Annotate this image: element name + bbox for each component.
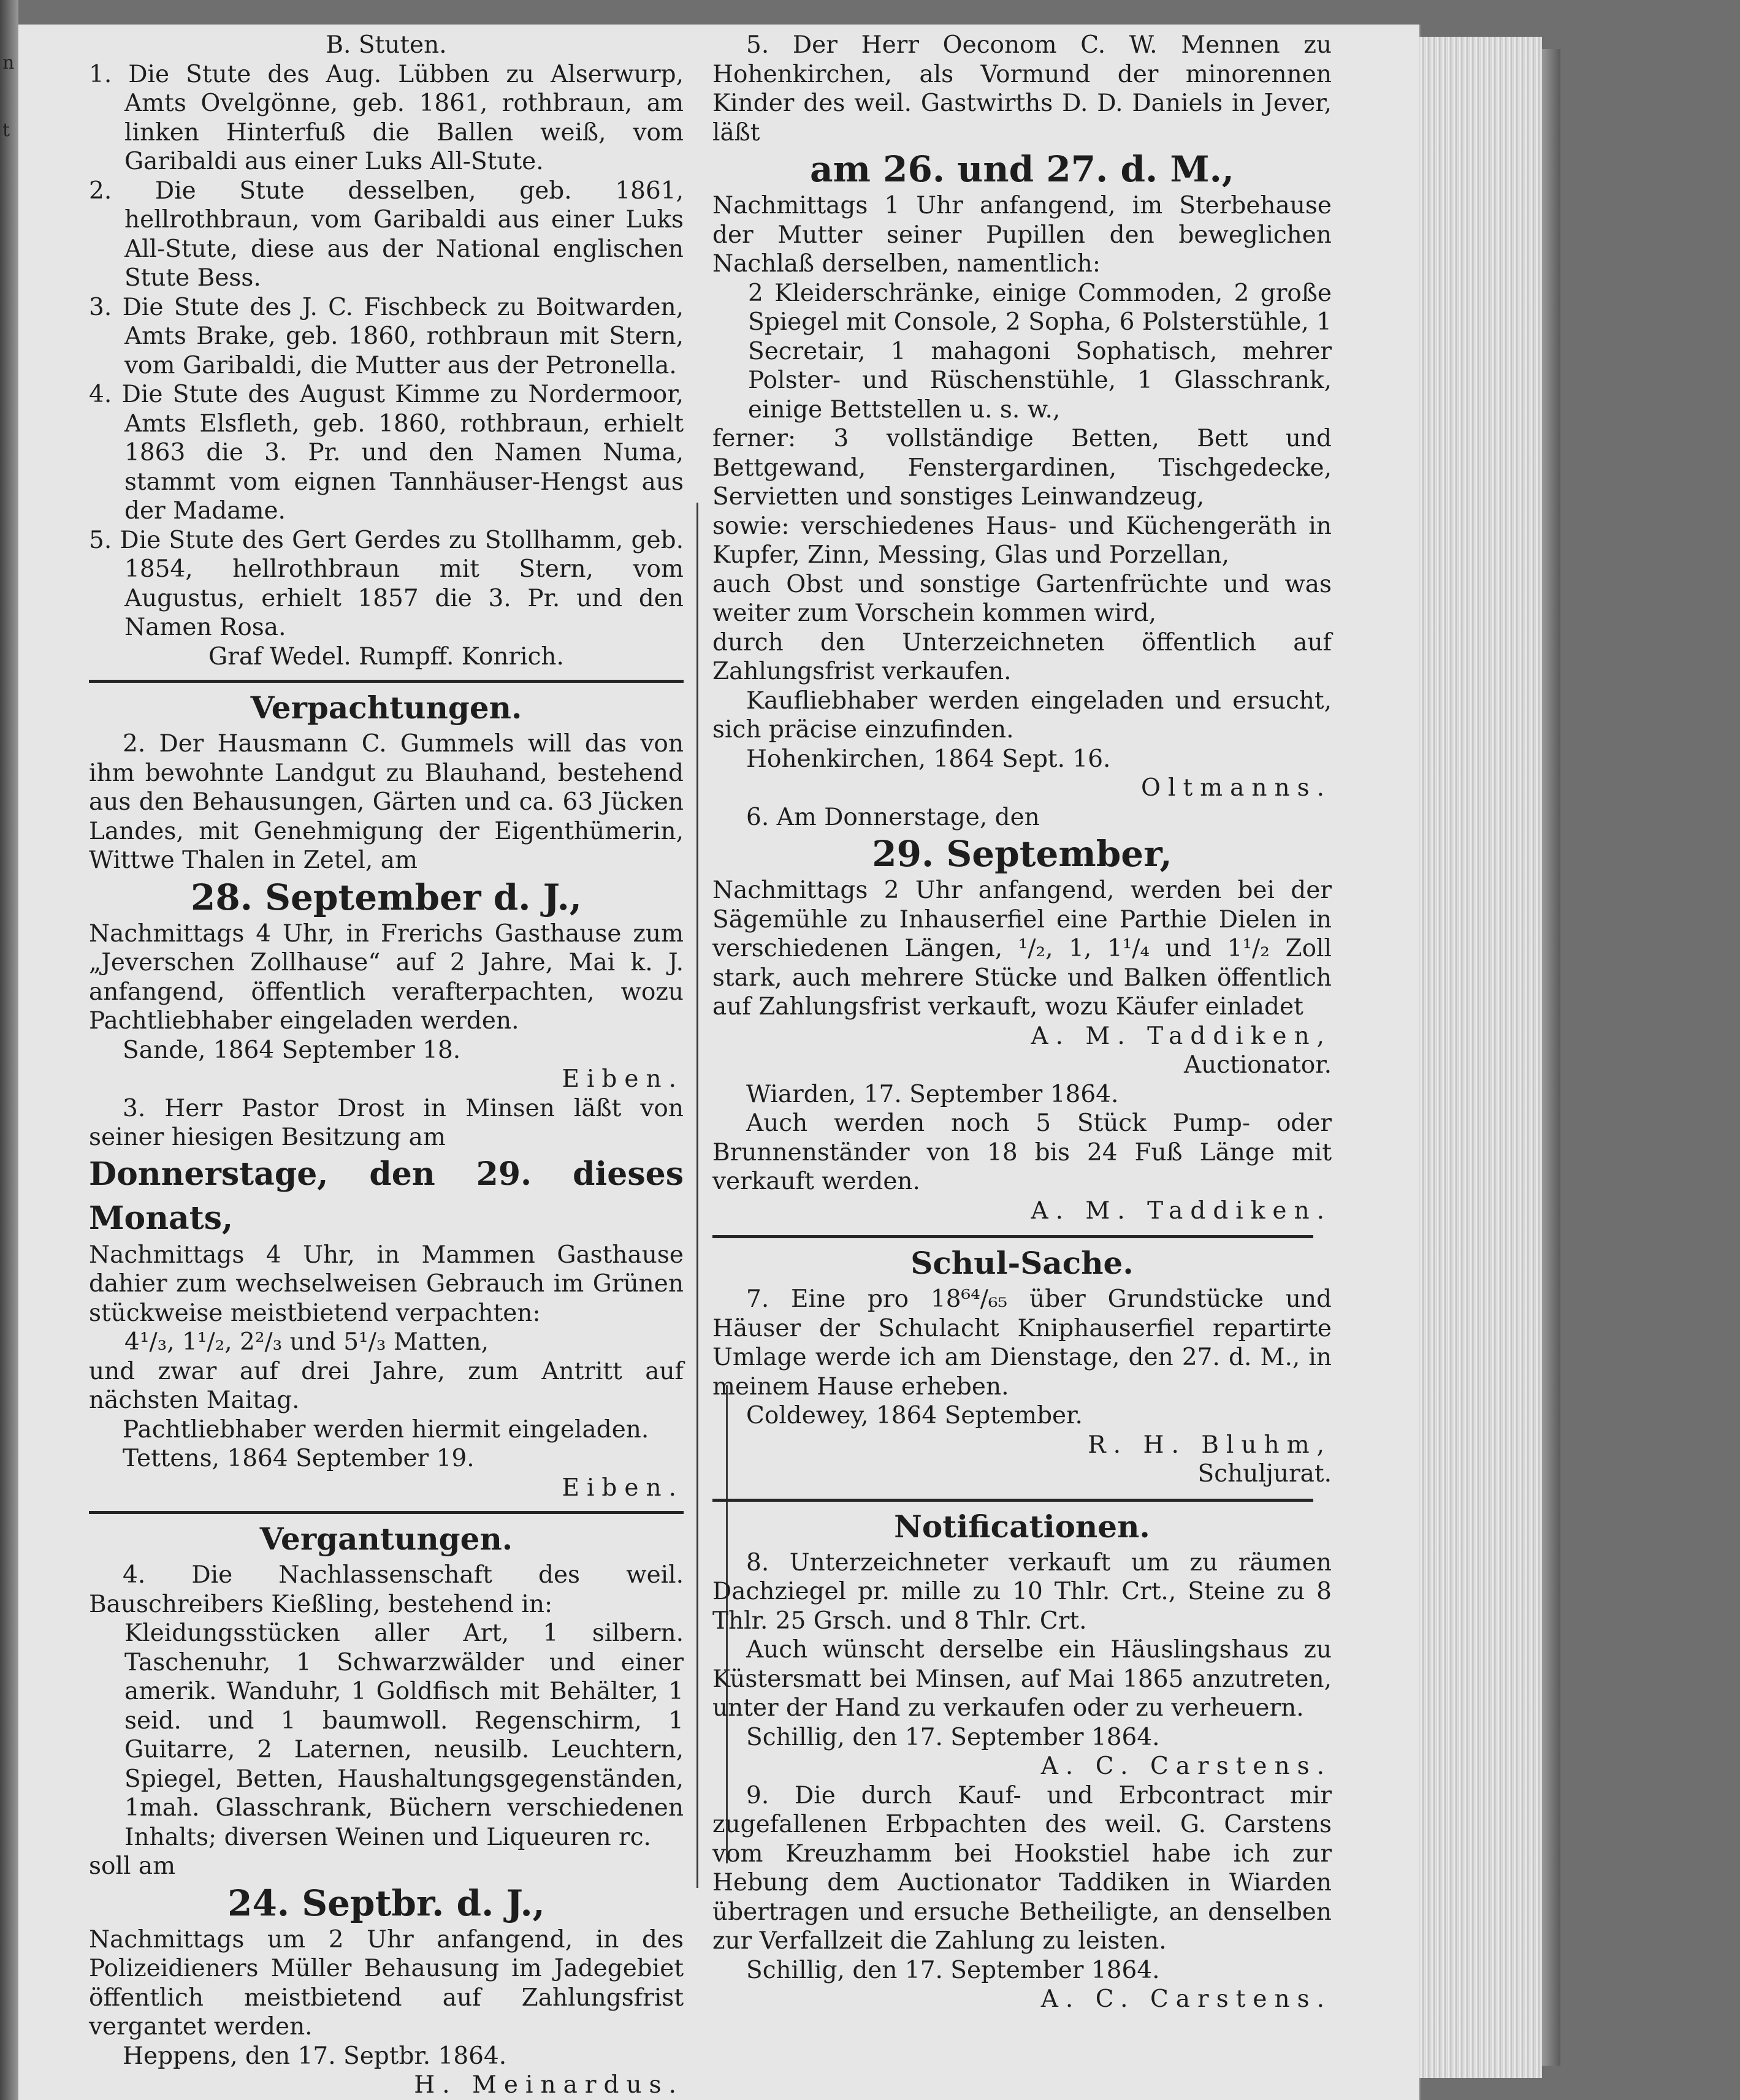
stute-entry: [89, 526, 684, 642]
notice-3-items: 4¹/₃, 1¹/₂, 2²/₃ und 5¹/₃ Matten,: [124, 1328, 489, 1356]
notice-8-text-2: Auch wünscht derselbe ein Häuslingshaus zu Küstersmatt bei Minsen, auf Mai 1865 anzutreten, unter der Hand zu verkaufen oder zu verheuern.: [712, 1636, 1332, 1722]
stute-entry: [89, 177, 684, 293]
entry-text: Die Stute des August Kimme zu Nordermoor, Amts Elsfleth, geb. 1860, rothbraun, erhielt 1863 die 3. Pr. und den Namen Numa, stammt vom eignen Tannhäuser-Hengst aus der Madame.: [121, 381, 684, 525]
notice-7-text: 7. Eine pro 18⁶⁴/₆₅ über Grundstücke und Häuser der Schulacht Kniphauserfiel repartirte Umlage werde ich am Dienstage, den 27. d. M., in meinem Hause erheben.: [712, 1285, 1332, 1401]
right-column: [712, 31, 1332, 2014]
notice-9-text: 9. Die durch Kauf- und Erbcontract mir zugefallenen Erbpachten des weil. G. Carstens vom Kreuzhamm bei Hookstiel habe ich zur Hebung dem Auctionator Taddiken in Wiarden übertragen und ersuche Betheiligte, an denselben zur Verfallzeit die Zahlung zu leisten.: [712, 1781, 1332, 1955]
entry-number: 2.: [89, 177, 112, 205]
section-rule: [89, 680, 684, 683]
notice-6-date: 29. September,: [872, 833, 1172, 875]
notice-5-ferner: ferner: 3 vollständige Betten, Bett und Bettgewand, Fenstergardinen, Tischgedecke, Servietten und sonstiges Leinwandzeug,: [712, 425, 1332, 511]
section-rule: [712, 1235, 1313, 1238]
entry-number: 3.: [89, 293, 112, 321]
column-divider: [696, 503, 698, 1888]
notice-6-place: Wiarden, 17. September 1864.: [746, 1080, 1119, 1108]
notice-6-extra: Auch werden noch 5 Stück Pump- oder Brunnenständer von 18 bis 24 Fuß Länge mit verkauft werden.: [712, 1109, 1332, 1195]
notice-7-signer: R. H. Bluhm,: [1088, 1431, 1332, 1459]
entry-text: Die Stute des Aug. Lübben zu Alserwurp, Amts Ovelgönne, geb. 1861, rothbraun, am linken Hinterfuß die Ballen weiß, vom Garibaldi aus einer Luks All-Stute.: [124, 60, 684, 175]
notice-5-text: 5. Der Herr Oeconom C. W. Mennen zu Hohenkirchen, als Vormund der minorennen Kinder des weil. Gastwirths D. D. Daniels in Jever, läßt: [712, 31, 1332, 146]
notice-9-place: Schillig, den 17. September 1864.: [746, 1956, 1160, 1984]
notice-3-signer: Eiben.: [562, 1474, 684, 1502]
left-column: [89, 31, 684, 2100]
notice-5-auch: auch Obst und sonstige Gartenfrüchte und was weiter zum Vorschein kommen wird,: [712, 570, 1332, 627]
notice-2-signer: Eiben.: [562, 1065, 684, 1093]
notificationen-header: Notificationen.: [894, 1508, 1150, 1545]
gutter-letter: n: [2, 52, 15, 74]
section-rule: [89, 1511, 684, 1514]
notice-6-signer: A. M. Taddiken,: [1031, 1022, 1332, 1050]
notice-5-durch: durch den Unterzeichneten öffentlich auf Zahlungsfrist verkaufen.: [712, 628, 1332, 685]
notice-6-text: 6. Am Donnerstage, den: [746, 803, 1040, 831]
stuten-signers: Graf Wedel. Rumpff. Konrich.: [208, 642, 564, 671]
entry-text: Die Stute des Gert Gerdes zu Stollhamm, geb. 1854, hellrothbraun mit Stern, vom Augustus, erhielt 1857 die 3. Pr. und den Namen Rosa.: [120, 526, 684, 641]
stuten-list: [89, 60, 684, 642]
notice-7-role: Schuljurat.: [1197, 1460, 1332, 1488]
notice-3-invite: Pachtliebhaber werden hiermit eingeladen.: [123, 1415, 649, 1444]
notice-2-details: Nachmittags 4 Uhr, in Frerichs Gasthause zum „Jeverschen Zollhause“ auf 2 Jahre, Mai k. J. anfangend, öffentlich verafterpachten, wozu Pachtliebhaber eingeladen werden.: [89, 919, 684, 1035]
notice-8-place: Schillig, den 17. September 1864.: [746, 1723, 1160, 1751]
section-rule: [712, 1499, 1313, 1502]
notice-3-date: Donnerstage, den 29. dieses Monats,: [89, 1155, 684, 1237]
notice-4-place: Heppens, den 17. Septbr. 1864.: [123, 2042, 507, 2070]
notice-2-place: Sande, 1864 September 18.: [123, 1036, 461, 1064]
verpachtungen-header: Verpachtungen.: [250, 690, 522, 726]
schul-sache-header: Schul-Sache.: [910, 1245, 1134, 1281]
entry-text: Die Stute des J. C. Fischbeck zu Boitwarden, Amts Brake, geb. 1860, rothbraun mit Stern, vom Garibaldi, die Mutter aus der Petronella.: [122, 293, 684, 379]
notice-5-place: Hohenkirchen, 1864 Sept. 16.: [746, 745, 1111, 773]
notice-3-place: Tettens, 1864 September 19.: [123, 1445, 475, 1472]
gutter-letter: t: [2, 120, 10, 141]
notice-9-signer: A. C. Carstens.: [1040, 1985, 1332, 2013]
notice-3-terms: und zwar auf drei Jahre, zum Antritt auf nächsten Maitag.: [89, 1357, 684, 1414]
notice-5-date: am 26. und 27. d. M.,: [810, 148, 1234, 190]
stute-entry: [89, 380, 684, 526]
notice-4-details: Nachmittags um 2 Uhr anfangend, in des Polizeidieners Müller Behausung im Jadegebiet öffentlich meistbietend auf Zahlungsfrist vergantet werden.: [89, 1925, 684, 2041]
notice-8-text: 8. Unterzeichneter verkauft um zu räumen Dachziegel pr. mille zu 10 Thlr. Crt., Steine zu 8 Thlr. 25 Grsch. und 8 Thlr. Crt.: [712, 1548, 1332, 1635]
entry-number: 4.: [89, 381, 112, 408]
notice-4-items: Kleidungsstücken aller Art, 1 silbern. Taschenuhr, 1 Schwarzwälder und einer amerik. Wanduhr, 1 Goldfisch mit Behälter, 1 seid. und 1 baumwoll. Regenschirm, 1 Guitarre, 2 Laternen, neusilb. Leuchtern, Spiegel, Betten, Haushaltungsgegenständen, 1mah. Glasschrank, Büchern verschiedenen Inhalts; diversen Weinen und Liqueuren rc.: [124, 1619, 684, 1851]
notice-4-soll: soll am: [89, 1852, 176, 1880]
left-page-gutter: [0, 0, 18, 2100]
notice-4-date: 24. Septbr. d. J.,: [227, 1882, 545, 1924]
notice-5-items: 2 Kleiderschränke, einige Commoden, 2 große Spiegel mit Console, 2 Sopha, 6 Polsterstühle, 1 Secretair, 1 mahagoni Sophatisch, mehrer Polster- und Rüschenstühle, 1 Glasschrank, einige Bettstellen u. s. w.,: [748, 279, 1332, 424]
notice-6-signer-2: A. M. Taddiken.: [1031, 1196, 1332, 1225]
notice-5-details: Nachmittags 1 Uhr anfangend, im Sterbehause der Mutter seiner Pupillen den beweglichen Nachlaß derselben, namentlich:: [712, 192, 1332, 278]
notice-5-invite: Kaufliebhaber werden eingeladen und ersucht, sich präcise einzufinden.: [712, 687, 1332, 744]
notice-6-details: Nachmittags 2 Uhr anfangend, werden bei der Sägemühle zu Inhauserfiel eine Parthie Dielen in verschiedenen Längen, ¹/₂, 1, 1¹/₄ und 1¹/₂ Zoll stark, auch mehrere Stücke und Balken öffentlich auf Zahlungsfrist verkauft, wozu Käufer einladet: [712, 877, 1332, 1021]
entry-number: 1.: [89, 60, 112, 88]
notice-6-role: Auctionator.: [1183, 1051, 1332, 1079]
entry-number: 5.: [89, 526, 112, 554]
notice-3-text: 3. Herr Pastor Drost in Minsen läßt von seiner hiesigen Besitzung am: [89, 1094, 684, 1151]
notice-5-signer: Oltmanns.: [1141, 774, 1332, 802]
notice-3-details: Nachmittags 4 Uhr, in Mammen Gasthause dahier zum wechselweisen Gebrauch im Grünen stückweise meistbietend verpachten:: [89, 1241, 684, 1327]
stute-entry: [89, 293, 684, 381]
notice-4-text: 4. Die Nachlassenschaft des weil. Bauschreibers Kießling, bestehend in:: [89, 1561, 684, 1618]
notice-2-text: 2. Der Hausmann C. Gummels will das von ihm bewohnte Landgut zu Blauhand, bestehend aus den Behausungen, Gärten und ca. 63 Jücken Landes, mit Genehmigung der Eigenthümerin, Wittwe Thalen in Zetel, am: [89, 730, 684, 874]
notice-4-signer: H. Meinardus.: [414, 2071, 684, 2099]
notice-7-place: Coldewey, 1864 September.: [746, 1402, 1083, 1429]
vergantungen-header: Vergantungen.: [259, 1521, 513, 1557]
notice-8-signer: A. C. Carstens.: [1040, 1752, 1332, 1780]
notice-5-sowie: sowie: verschiedenes Haus- und Küchengeräth in Kupfer, Zinn, Messing, Glas und Porzellan,: [712, 512, 1332, 569]
notice-2-date: 28. September d. J.,: [191, 876, 582, 918]
page-edges: [1419, 37, 1542, 2078]
entry-text: Die Stute desselben, geb. 1861, hellrothbraun, vom Garibaldi aus einer Luks All-Stute, diese aus der National englischen Stute Bess.: [124, 177, 684, 292]
stute-entry: [89, 60, 684, 177]
book-cover-edge: [1542, 49, 1560, 2066]
stuten-header: B. Stuten.: [326, 31, 447, 59]
